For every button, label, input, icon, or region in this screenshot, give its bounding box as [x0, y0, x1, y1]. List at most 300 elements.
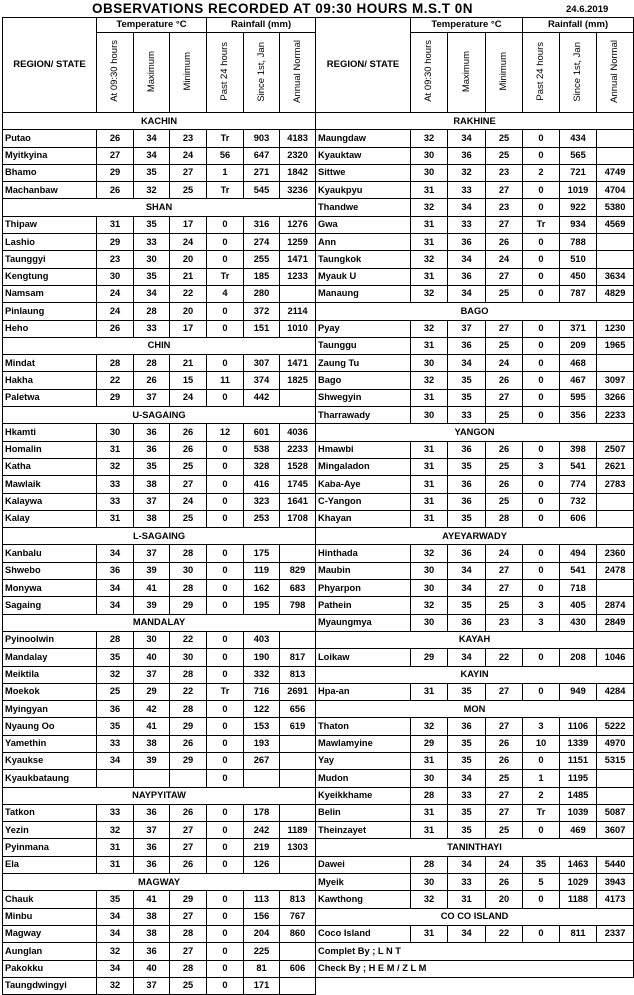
region-section-row: [316, 908, 634, 925]
station-value: 36: [134, 441, 170, 458]
station-value: 27: [170, 839, 207, 856]
station-value: 0: [207, 925, 244, 942]
station-value: 35: [448, 458, 486, 475]
station-value: 28: [134, 355, 170, 372]
station-value: 1303: [280, 839, 316, 856]
station-value: Tr: [523, 216, 560, 233]
report-title: OBSERVATIONS RECORDED AT 09:30 HOURS M.S.T 0N: [92, 1, 474, 16]
station-value: 34: [448, 925, 486, 942]
station-value: 156: [244, 908, 280, 925]
station-value: 3943: [597, 874, 634, 891]
station-name: Kyaukse: [3, 752, 97, 769]
station-value: 25: [170, 977, 207, 994]
station-value: 3634: [597, 268, 634, 285]
station-name: Mandalay: [3, 649, 97, 666]
station-value: 1106: [560, 718, 597, 735]
station-value: 34: [448, 355, 486, 372]
station-row: [3, 908, 316, 925]
station-name: Myaungmya: [316, 614, 411, 631]
station-name: C-Yangon: [316, 493, 411, 510]
station-value: [280, 752, 316, 769]
station-value: 35: [448, 752, 486, 769]
station-value: 328: [244, 458, 280, 475]
station-value: 1965: [597, 337, 634, 354]
station-name: Hkamti: [3, 424, 97, 441]
station-value: 0: [523, 389, 560, 406]
station-value: 25: [486, 770, 523, 787]
station-value: 22: [486, 649, 523, 666]
station-value: 0: [523, 925, 560, 942]
station-value: 721: [560, 164, 597, 181]
station-value: 4: [207, 285, 244, 302]
station-value: 356: [560, 407, 597, 424]
station-value: 31: [411, 510, 448, 527]
station-value: 28: [97, 355, 134, 372]
station-value: 31: [97, 510, 134, 527]
station-value: 4183: [280, 130, 316, 147]
station-value: 38: [134, 925, 170, 942]
station-value: [280, 735, 316, 752]
station-value: [280, 977, 316, 994]
station-value: [597, 130, 634, 147]
region-section-row: [316, 303, 634, 320]
station-value: 24: [486, 856, 523, 873]
column-header-label: Past 24 hours: [219, 42, 231, 101]
station-value: 4036: [280, 424, 316, 441]
station-value: 27: [486, 787, 523, 804]
station-value: 403: [244, 631, 280, 648]
station-value: 26: [170, 424, 207, 441]
station-value: 1485: [560, 787, 597, 804]
station-row: [316, 545, 634, 562]
station-value: 34: [97, 908, 134, 925]
station-value: 2233: [280, 441, 316, 458]
station-row: [3, 147, 316, 164]
station-value: 22: [170, 683, 207, 700]
station-value: 922: [560, 199, 597, 216]
station-value: 17: [170, 216, 207, 233]
station-name: Hmawbi: [316, 441, 411, 458]
station-value: 22: [97, 372, 134, 389]
station-value: 813: [280, 666, 316, 683]
station-value: 28: [170, 580, 207, 597]
station-name: Kawthong: [316, 891, 411, 908]
station-name: Kalaywa: [3, 493, 97, 510]
station-name: Katha: [3, 458, 97, 475]
station-value: 25: [486, 337, 523, 354]
station-value: 0: [207, 701, 244, 718]
station-value: 0: [207, 597, 244, 614]
station-value: 2233: [597, 407, 634, 424]
station-value: 274: [244, 234, 280, 251]
station-row: [3, 735, 316, 752]
station-name: Mudon: [316, 770, 411, 787]
column-header: [448, 33, 486, 113]
station-value: 30: [411, 147, 448, 164]
station-value: 31: [411, 216, 448, 233]
station-value: 1463: [560, 856, 597, 873]
station-value: 23: [97, 251, 134, 268]
column-header-label: Minimum: [182, 52, 194, 91]
station-row: [3, 649, 316, 666]
station-value: 30: [134, 251, 170, 268]
column-header-label: Minimum: [498, 52, 510, 91]
station-row: [316, 199, 634, 216]
station-value: 450: [560, 268, 597, 285]
station-value: [134, 770, 170, 787]
station-value: 24: [486, 251, 523, 268]
station-value: 36: [134, 943, 170, 960]
station-value: 122: [244, 701, 280, 718]
station-value: 32: [411, 891, 448, 908]
station-value: 37: [134, 389, 170, 406]
station-row: [3, 597, 316, 614]
column-header: [280, 33, 316, 113]
station-value: [170, 770, 207, 787]
station-name: Kanbalu: [3, 545, 97, 562]
station-value: 683: [280, 580, 316, 597]
station-value: 267: [244, 752, 280, 769]
station-value: 28: [170, 960, 207, 977]
station-value: 204: [244, 925, 280, 942]
station-value: 35: [448, 804, 486, 821]
station-value: 774: [560, 476, 597, 493]
footer-complet: Complet By ; L N T: [316, 943, 634, 960]
station-value: 732: [560, 493, 597, 510]
station-value: 541: [560, 562, 597, 579]
station-name: Pyay: [316, 320, 411, 337]
station-row: [3, 580, 316, 597]
station-value: 2478: [597, 562, 634, 579]
station-value: 31: [411, 234, 448, 251]
report-header: [0, 0, 634, 17]
station-value: 0: [207, 458, 244, 475]
station-row: [3, 891, 316, 908]
station-value: 0: [207, 303, 244, 320]
station-row: [3, 355, 316, 372]
region-section-row: [316, 528, 634, 545]
station-value: 25: [97, 683, 134, 700]
station-value: 25: [486, 147, 523, 164]
station-row: [3, 251, 316, 268]
station-value: [280, 943, 316, 960]
footer-check: Check By ; H E M / Z L M: [316, 960, 634, 977]
station-value: 30: [411, 580, 448, 597]
station-name: Hpa-an: [316, 683, 411, 700]
station-value: 24: [486, 545, 523, 562]
station-value: 656: [280, 701, 316, 718]
station-value: 0: [523, 562, 560, 579]
station-row: [3, 977, 316, 994]
station-value: 442: [244, 389, 280, 406]
station-value: 24: [97, 303, 134, 320]
station-value: [597, 147, 634, 164]
column-header-label: Annual Normal: [291, 39, 303, 103]
station-value: 36: [448, 545, 486, 562]
station-row: [316, 285, 634, 302]
station-value: 34: [448, 285, 486, 302]
station-value: 32: [411, 285, 448, 302]
station-row: [316, 597, 634, 614]
station-value: 0: [523, 822, 560, 839]
station-value: 0: [207, 891, 244, 908]
column-header-label: Maximum: [460, 50, 472, 92]
station-value: 26: [486, 735, 523, 752]
station-value: 2337: [597, 925, 634, 942]
column-header: [560, 33, 597, 113]
station-value: [597, 493, 634, 510]
station-value: 209: [560, 337, 597, 354]
station-value: 30: [411, 874, 448, 891]
station-value: 0: [523, 320, 560, 337]
station-value: 398: [560, 441, 597, 458]
station-value: 31: [411, 182, 448, 199]
station-value: [280, 804, 316, 821]
station-name: Magway: [3, 925, 97, 942]
station-value: 33: [97, 476, 134, 493]
station-row: [3, 476, 316, 493]
station-value: 29: [170, 891, 207, 908]
station-row: [316, 458, 634, 475]
station-row: [316, 718, 634, 735]
region-section-row: [3, 787, 316, 804]
region-section-title: KAYAH: [316, 631, 634, 648]
station-row: [3, 770, 316, 787]
station-value: 34: [97, 752, 134, 769]
station-name: Tatkon: [3, 804, 97, 821]
station-value: 26: [97, 182, 134, 199]
station-value: 31: [411, 458, 448, 475]
station-value: 33: [97, 735, 134, 752]
station-value: 2320: [280, 147, 316, 164]
station-value: 36: [134, 839, 170, 856]
station-value: 606: [280, 960, 316, 977]
station-value: 27: [97, 147, 134, 164]
station-name: Mawlaik: [3, 476, 97, 493]
station-value: 175: [244, 545, 280, 562]
station-value: 185: [244, 268, 280, 285]
station-name: Mindat: [3, 355, 97, 372]
station-value: [597, 510, 634, 527]
station-value: 27: [170, 943, 207, 960]
station-value: 27: [486, 320, 523, 337]
station-value: 31: [411, 804, 448, 821]
station-name: Yamethin: [3, 735, 97, 752]
column-header: [207, 33, 244, 113]
station-value: 10: [523, 735, 560, 752]
station-value: 35: [97, 649, 134, 666]
station-value: 31: [411, 493, 448, 510]
station-row: [316, 355, 634, 372]
station-value: 31: [411, 683, 448, 700]
station-value: 15: [170, 372, 207, 389]
station-value: 36: [134, 424, 170, 441]
station-value: 37: [134, 977, 170, 994]
station-value: 0: [523, 545, 560, 562]
station-row: [316, 752, 634, 769]
station-value: 494: [560, 545, 597, 562]
station-value: 2621: [597, 458, 634, 475]
station-value: 36: [134, 856, 170, 873]
region-section-title: AYEYARWADY: [316, 528, 634, 545]
station-value: 24: [97, 285, 134, 302]
station-value: 0: [207, 476, 244, 493]
station-name: Thaton: [316, 718, 411, 735]
station-value: 39: [134, 752, 170, 769]
station-row: [316, 614, 634, 631]
station-row: [3, 441, 316, 458]
station-value: 0: [523, 649, 560, 666]
station-value: 25: [486, 407, 523, 424]
station-name: Chauk: [3, 891, 97, 908]
station-value: 1019: [560, 182, 597, 199]
station-value: 27: [486, 804, 523, 821]
column-header-label: Annual Normal: [609, 39, 621, 103]
station-value: 31: [97, 441, 134, 458]
station-value: 0: [523, 493, 560, 510]
station-name: Taunggu: [316, 337, 411, 354]
station-value: 2360: [597, 545, 634, 562]
station-value: 35: [448, 389, 486, 406]
station-value: 1233: [280, 268, 316, 285]
station-name: Monywa: [3, 580, 97, 597]
station-value: 1641: [280, 493, 316, 510]
station-row: [3, 925, 316, 942]
station-value: 25: [486, 493, 523, 510]
station-value: 24: [170, 493, 207, 510]
station-value: 26: [486, 234, 523, 251]
station-value: 1151: [560, 752, 597, 769]
station-name: Myitkyina: [3, 147, 97, 164]
station-value: 25: [486, 458, 523, 475]
station-value: 38: [134, 908, 170, 925]
station-value: 34: [134, 285, 170, 302]
station-value: 28: [170, 666, 207, 683]
station-value: 29: [97, 234, 134, 251]
station-row: [3, 458, 316, 475]
station-value: 601: [244, 424, 280, 441]
station-value: 2507: [597, 441, 634, 458]
station-name: Yay: [316, 752, 411, 769]
station-value: 29: [170, 718, 207, 735]
station-value: 0: [207, 355, 244, 372]
station-name: Kengtung: [3, 268, 97, 285]
region-section-title: TANINTHAYI: [316, 839, 634, 856]
station-value: 0: [523, 891, 560, 908]
station-value: 469: [560, 822, 597, 839]
station-value: 538: [244, 441, 280, 458]
station-value: 0: [207, 804, 244, 821]
station-value: 81: [244, 960, 280, 977]
station-name: Pyinoolwin: [3, 631, 97, 648]
station-value: 41: [134, 718, 170, 735]
station-value: 171: [244, 977, 280, 994]
station-value: 32: [97, 943, 134, 960]
region-section-title: MON: [316, 701, 634, 718]
station-value: 817: [280, 649, 316, 666]
station-row: [3, 562, 316, 579]
station-value: 0: [207, 320, 244, 337]
station-value: 316: [244, 216, 280, 233]
station-value: 1842: [280, 164, 316, 181]
station-value: 253: [244, 510, 280, 527]
station-value: [597, 770, 634, 787]
station-value: 1189: [280, 822, 316, 839]
station-value: 2691: [280, 683, 316, 700]
station-name: Loikaw: [316, 649, 411, 666]
station-value: 35: [134, 458, 170, 475]
station-row: [3, 822, 316, 839]
station-value: [280, 770, 316, 787]
station-row: [316, 770, 634, 787]
station-value: 5087: [597, 804, 634, 821]
station-value: 30: [97, 424, 134, 441]
station-row: [316, 580, 634, 597]
station-value: 3236: [280, 182, 316, 199]
station-value: [597, 355, 634, 372]
station-value: 21: [170, 355, 207, 372]
station-value: 37: [134, 545, 170, 562]
column-header-label: Maximum: [145, 50, 157, 92]
station-value: 23: [486, 614, 523, 631]
station-value: 0: [523, 251, 560, 268]
station-value: 0: [207, 562, 244, 579]
station-value: 468: [560, 355, 597, 372]
station-value: 41: [134, 580, 170, 597]
station-value: 798: [280, 597, 316, 614]
station-value: 2783: [597, 476, 634, 493]
station-name: Myauk U: [316, 268, 411, 285]
station-row: [3, 424, 316, 441]
region-section-title: BAGO: [316, 303, 634, 320]
region-section-row: [3, 337, 316, 354]
station-value: [597, 251, 634, 268]
station-value: 31: [97, 216, 134, 233]
station-value: 2874: [597, 597, 634, 614]
station-value: 27: [170, 822, 207, 839]
column-header: [411, 33, 448, 113]
station-value: 34: [448, 770, 486, 787]
station-value: 0: [207, 545, 244, 562]
station-value: 0: [207, 631, 244, 648]
station-value: 4749: [597, 164, 634, 181]
region-section-title: MANDALAY: [3, 614, 316, 631]
station-value: 0: [523, 407, 560, 424]
station-value: 787: [560, 285, 597, 302]
station-value: 32: [411, 718, 448, 735]
station-value: 0: [207, 943, 244, 960]
station-value: 33: [97, 804, 134, 821]
station-value: 32: [97, 977, 134, 994]
station-value: 35: [134, 216, 170, 233]
station-value: 0: [523, 337, 560, 354]
station-value: 33: [448, 182, 486, 199]
region-section-row: [316, 701, 634, 718]
region-section-row: [3, 528, 316, 545]
station-value: 5380: [597, 199, 634, 216]
column-header-label: Since 1st, Jan: [572, 41, 584, 102]
station-name: Maungdaw: [316, 130, 411, 147]
station-value: 39: [134, 562, 170, 579]
station-name: Ann: [316, 234, 411, 251]
station-value: 208: [560, 649, 597, 666]
station-row: [316, 804, 634, 821]
station-name: Moekok: [3, 683, 97, 700]
station-value: 1339: [560, 735, 597, 752]
station-value: 153: [244, 718, 280, 735]
station-value: 2849: [597, 614, 634, 631]
station-value: 33: [134, 234, 170, 251]
